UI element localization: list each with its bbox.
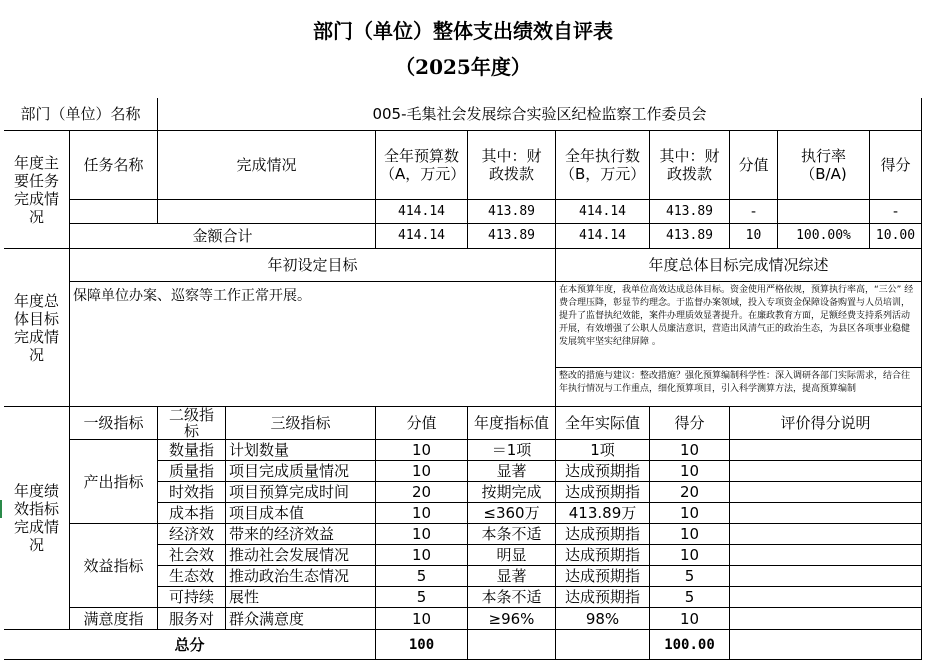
grand-total-label: 总分 — [4, 630, 376, 660]
header-budget-fiscal: 其中：财政拨款 — [468, 131, 556, 200]
task-exec-fiscal-cell: 413.89 — [650, 200, 730, 224]
goal-summary-text: 在本预算年度，我单位高效达成总体目标。资金使用严格依规，预算执行率高，“三公” 经费合理压降，彰显节约理念。于监督办案领域，投入专项资金保障设备购置与人员培训，提升了监督执纪效能，案件办理质效显著提升。在廉政教育方面，足额经费支持系列活动开展，有效增强了公职人员廉洁意识，营造出风清气正的政治生态，为县区各项事业稳健发展筑牢坚实纪律屏障 。 — [556, 282, 922, 368]
task-score-cell: - — [730, 200, 778, 224]
total-amount-label: 金额合计 — [70, 224, 376, 249]
indicator-actual-cell: 达成预期指 — [556, 566, 650, 587]
grand-total-target-empty — [468, 630, 556, 660]
indicator-target-cell: 明显 — [468, 545, 556, 566]
group-benefit: 效益指标 — [70, 524, 158, 608]
indicator-target-cell: 显著 — [468, 461, 556, 482]
indicator-got-cell: 5 — [650, 587, 730, 608]
header-task-name: 任务名称 — [70, 131, 158, 200]
indicator-note-cell — [730, 461, 922, 482]
dept-name: 005-毛集社会发展综合实验区纪检监察工作委员会 — [158, 98, 922, 131]
indicator-level2-cell: 经济效 — [158, 524, 226, 545]
indicator-score-cell: 5 — [376, 587, 468, 608]
indicator-target-cell: ≥96% — [468, 608, 556, 630]
header-initial-goal: 年初设定目标 — [70, 249, 556, 282]
group-output: 产出指标 — [70, 440, 158, 524]
rectification-measures-text: 整改的措施与建议：整改措施？强化预算编制科学性：深入调研各部门实际需求，结合往年执行情况与工作重点，细化预算项目，引入科学测算方法，提高预算编制 — [556, 368, 922, 407]
header-level1: 一级指标 — [70, 407, 158, 440]
header-goal-summary: 年度总体目标完成情况综述 — [556, 249, 922, 282]
task-got-cell: - — [870, 200, 922, 224]
header-level3: 三级指标 — [226, 407, 376, 440]
indicator-note-cell — [730, 524, 922, 545]
section-overall-goal: 年度总体目标完成情况 — [4, 249, 70, 407]
indicator-score-cell: 20 — [376, 482, 468, 503]
indicator-level2-cell: 社会效 — [158, 545, 226, 566]
header-exec-rate: 执行率（B/A) — [778, 131, 870, 200]
sheet-title: 部门（单位）整体支出绩效自评表 — [4, 14, 922, 48]
indicator-target-cell: 显著 — [468, 566, 556, 587]
indicator-note-cell — [730, 545, 922, 566]
indicator-score-cell: 10 — [376, 524, 468, 545]
indicator-actual-cell: 98% — [556, 608, 650, 630]
indicator-level3-cell: 展性 — [226, 587, 376, 608]
task-exec-cell: 414.14 — [556, 200, 650, 224]
task-budget-cell: 414.14 — [376, 200, 468, 224]
total-exec: 414.14 — [556, 224, 650, 249]
header-exec-fiscal: 其中：财政拨款 — [650, 131, 730, 200]
indicator-level3-cell: 项目成本值 — [226, 503, 376, 524]
total-budget: 414.14 — [376, 224, 468, 249]
header-annual-budget: 全年预算数（A，万元） — [376, 131, 468, 200]
section-task-completion: 年度主要任务完成情况 — [4, 131, 70, 249]
section-performance-indicators: 年度绩效指标完成情况 — [4, 407, 70, 630]
indicator-target-cell: ≤360万 — [468, 503, 556, 524]
indicator-target-cell: ＝1项 — [468, 440, 556, 461]
indicator-actual-cell: 达成预期指 — [556, 461, 650, 482]
dept-label: 部门（单位）名称 — [4, 98, 158, 131]
task-budget-fiscal-cell: 413.89 — [468, 200, 556, 224]
grand-total-actual-empty — [556, 630, 650, 660]
indicator-level2-cell: 数量指 — [158, 440, 226, 461]
indicator-note-cell — [730, 482, 922, 503]
indicator-target-cell: 按期完成 — [468, 482, 556, 503]
indicator-note-cell — [730, 587, 922, 608]
grand-total-score: 100 — [376, 630, 468, 660]
indicator-note-cell — [730, 440, 922, 461]
indicator-level2-cell: 可持续 — [158, 587, 226, 608]
header-got: 得分 — [870, 131, 922, 200]
row-marker — [0, 500, 2, 518]
total-got: 10.00 — [870, 224, 922, 249]
indicator-score-cell: 10 — [376, 440, 468, 461]
indicator-actual-cell: 达成预期指 — [556, 545, 650, 566]
indicator-level3-cell: 项目预算完成时间 — [226, 482, 376, 503]
indicator-score-cell: 10 — [376, 608, 468, 630]
task-name-cell — [70, 200, 158, 224]
total-score: 10 — [730, 224, 778, 249]
indicator-got-cell: 10 — [650, 503, 730, 524]
header-score: 分值 — [730, 131, 778, 200]
indicator-score-cell: 5 — [376, 566, 468, 587]
indicator-level2-cell: 服务对 — [158, 608, 226, 630]
indicator-got-cell: 10 — [650, 608, 730, 630]
indicator-score-cell: 10 — [376, 461, 468, 482]
indicator-actual-cell: 达成预期指 — [556, 482, 650, 503]
indicator-level2-cell: 时效指 — [158, 482, 226, 503]
total-exec-fiscal: 413.89 — [650, 224, 730, 249]
header-completion: 完成情况 — [158, 131, 376, 200]
indicator-score-cell: 10 — [376, 503, 468, 524]
indicator-actual-cell: 达成预期指 — [556, 587, 650, 608]
header-annual-exec: 全年执行数（B，万元） — [556, 131, 650, 200]
indicator-got-cell: 5 — [650, 566, 730, 587]
indicator-level2-cell: 成本指 — [158, 503, 226, 524]
indicator-level2-cell: 质量指 — [158, 461, 226, 482]
header-actual-value: 全年实际值 — [556, 407, 650, 440]
indicator-level3-cell: 项目完成质量情况 — [226, 461, 376, 482]
indicator-note-cell — [730, 566, 922, 587]
indicator-got-cell: 10 — [650, 440, 730, 461]
header-indicator-score: 分值 — [376, 407, 468, 440]
indicator-note-cell — [730, 503, 922, 524]
indicator-level3-cell: 推动政治生态情况 — [226, 566, 376, 587]
grand-total-got: 100.00 — [650, 630, 730, 660]
indicator-target-cell: 本条不适 — [468, 587, 556, 608]
indicator-target-cell: 本条不适 — [468, 524, 556, 545]
indicator-actual-cell: 达成预期指 — [556, 524, 650, 545]
header-target-value: 年度指标值 — [468, 407, 556, 440]
indicator-level3-cell: 推动社会发展情况 — [226, 545, 376, 566]
indicator-level3-cell: 计划数量 — [226, 440, 376, 461]
header-evaluation-note: 评价得分说明 — [730, 407, 922, 440]
indicator-level3-cell: 带来的经济效益 — [226, 524, 376, 545]
grand-total-note-empty — [730, 630, 922, 660]
total-rate: 100.00% — [778, 224, 870, 249]
initial-goal-text: 保障单位办案、巡察等工作正常开展。 — [70, 282, 556, 407]
task-done-cell — [158, 200, 376, 224]
indicator-got-cell: 10 — [650, 524, 730, 545]
indicator-score-cell: 10 — [376, 545, 468, 566]
sheet-year: （2025年度） — [4, 50, 922, 84]
indicator-level3-cell: 群众满意度 — [226, 608, 376, 630]
indicator-actual-cell: 413.89万 — [556, 503, 650, 524]
total-budget-fiscal: 413.89 — [468, 224, 556, 249]
group-satisfaction: 满意度指 — [70, 608, 158, 630]
indicator-actual-cell: 1项 — [556, 440, 650, 461]
header-indicator-got: 得分 — [650, 407, 730, 440]
indicator-note-cell — [730, 608, 922, 630]
task-rate-cell — [778, 200, 870, 224]
indicator-got-cell: 10 — [650, 545, 730, 566]
indicator-level2-cell: 生态效 — [158, 566, 226, 587]
header-level2: 二级指标 — [158, 407, 226, 440]
indicator-got-cell: 10 — [650, 461, 730, 482]
indicator-got-cell: 20 — [650, 482, 730, 503]
